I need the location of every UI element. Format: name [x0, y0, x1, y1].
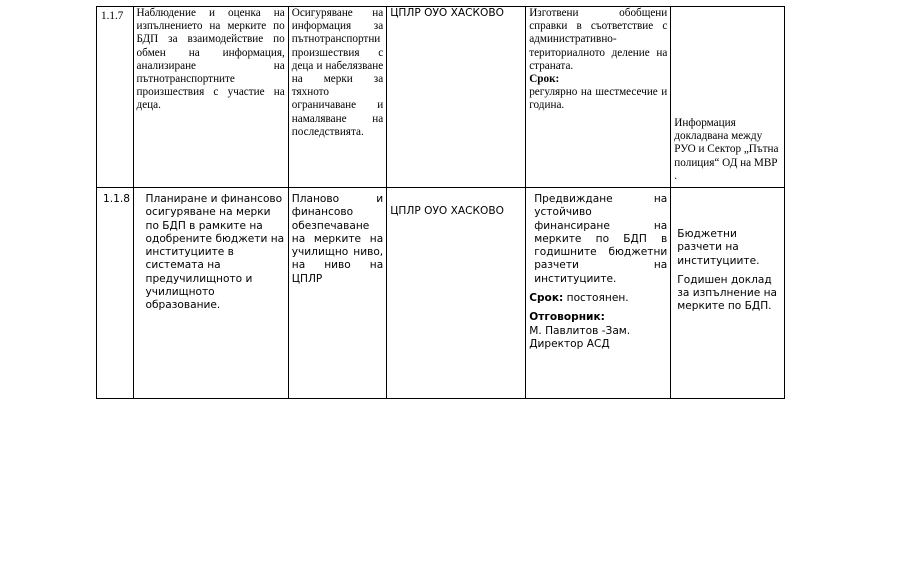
row-number: 1.1.8 — [103, 193, 130, 205]
row-number-cell — [97, 7, 134, 188]
row-number-cell — [97, 188, 134, 399]
responsible-text: ЦПЛР ОУО ХАСКОВО — [390, 205, 504, 217]
expected-result-text: Предвиждане на устойчиво финансиране на мерките по БДП в годишните бюджетни разчети на институциите. — [534, 193, 668, 285]
activity-text: Планиране и финансово осигуряване на мерки по БДП в рамките на одобрените бюджети на институциите в системата на предучилищното и училищното образование. — [145, 193, 285, 312]
expected-result-text: Изготвени обобщени справки в съответствие с административно-териториалното деление на страната. — [529, 7, 668, 72]
indicator-cell — [671, 7, 785, 188]
responsible-cell — [387, 188, 526, 399]
deadline-value: постоянен. — [566, 292, 629, 305]
activity-cell — [133, 7, 288, 188]
indicator-text: Информация докладвана между РУО и Сектор „Пътна полиция“ ОД на МВР . — [674, 116, 779, 182]
expected-result-cell — [526, 7, 671, 188]
row-number: 1.1.7 — [101, 10, 124, 22]
measures-table — [96, 6, 785, 399]
indicator-text-1: Бюджетни разчети на институциите. — [677, 228, 760, 267]
owner-value: М. Павлитов -Зам. Директор АСД — [529, 324, 631, 350]
sub-activity-text: Планово и финансово обезпечаване на мерките на училищно ниво, на ниво на ЦПЛР — [291, 193, 384, 285]
deadline-label: Срок: — [529, 73, 560, 86]
owner-label: Отговорник: — [529, 311, 605, 324]
activity-text: Наблюдение и оценка на изпълнението на мерките по БДП за взаимодействие по обмен на информация, анализиране на пътнотранспортните произшествия с участие на деца. — [136, 7, 285, 112]
table-row — [97, 188, 785, 399]
sub-activity-text: Осигуряване на информация за пътнотранспортни произшествия с деца и набелязване на мерки за тяхното ограничаване и намаляване на последствията. — [291, 7, 384, 138]
deadline-value: регулярно на шестмесечие и година. — [529, 86, 668, 112]
indicator-cell — [671, 188, 785, 399]
indicator-text-2: Годишен доклад за изпълнение на мерките по БДП. — [677, 273, 778, 313]
expected-result-cell — [526, 188, 671, 399]
responsible-text: ЦПЛР ОУО ХАСКОВО — [390, 7, 504, 19]
responsible-cell — [387, 7, 526, 188]
activity-cell — [133, 188, 288, 399]
deadline-label: Срок: — [529, 292, 564, 305]
table-row — [97, 7, 785, 188]
sub-activity-cell — [288, 188, 386, 399]
sub-activity-cell — [288, 7, 386, 188]
